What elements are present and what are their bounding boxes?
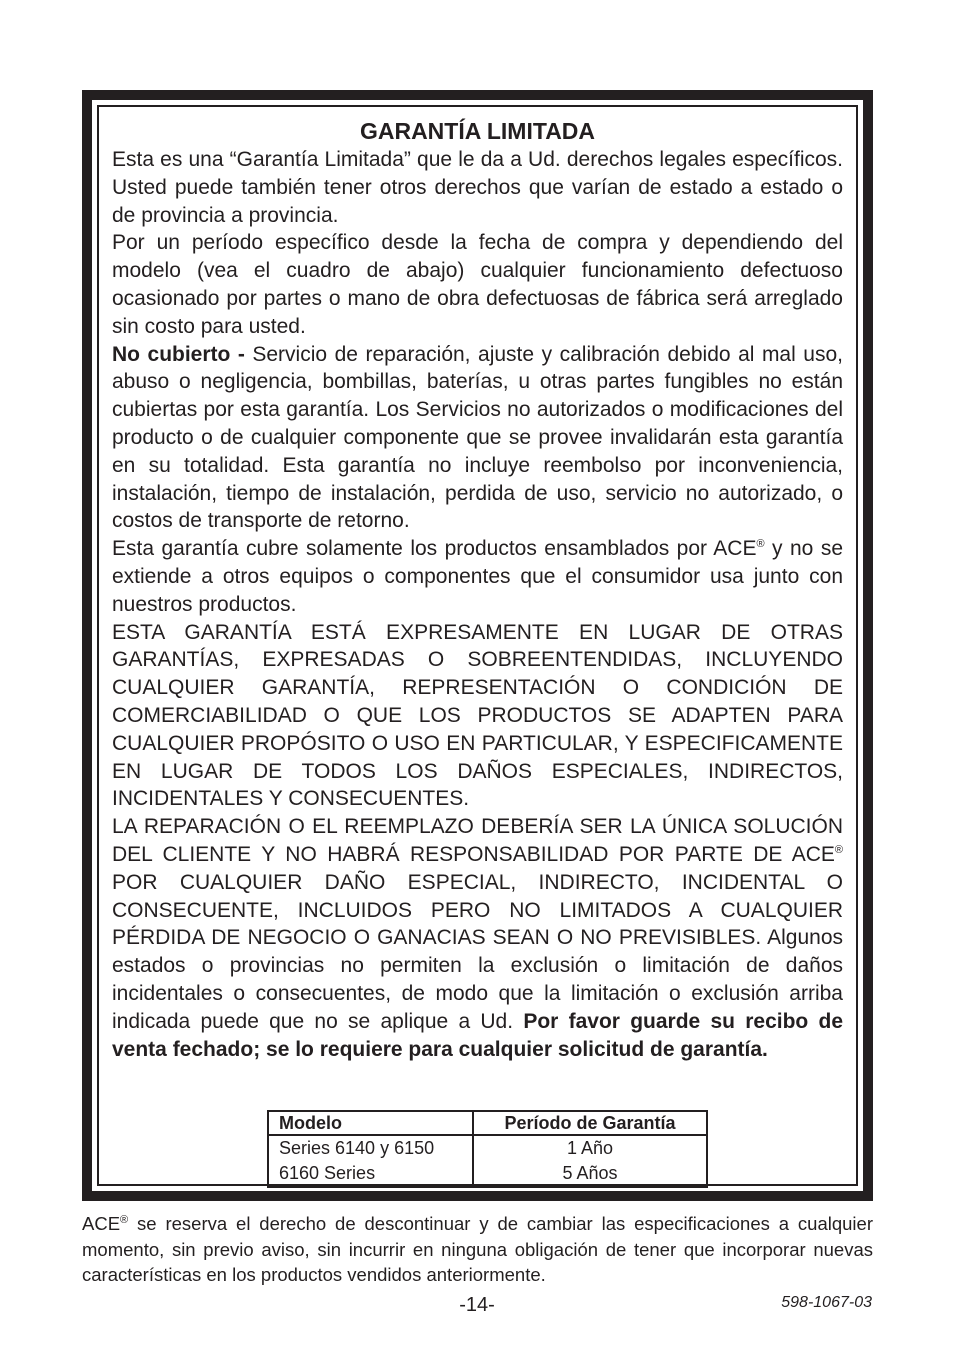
liability-text-start: LA REPARACIÓN O EL REEMPLAZO DEBERÍA SER LA ÚNICA SOLUCIÓN DEL CLIENTE Y NO HABRÁ RESPONSABILIDAD POR PARTE DE ACE bbox=[112, 815, 843, 866]
warranty-paragraph-1: Esta es una “Garantía Limitada” que le da a Ud. derechos legales específicos. Usted puede también tener otros derechos que varían de estado a estado o de provincia a provincia. bbox=[112, 148, 843, 227]
column-header-period: Período de Garantía bbox=[473, 1111, 707, 1135]
coverage-text-end: y no se extiende a otros equipos o componentes que el consumidor usa junto con nuestros productos. bbox=[112, 537, 843, 616]
receipt-notice: Por favor guarde su recibo de venta fechado; se lo requiere para cualquier solicitud de garantía. bbox=[112, 1009, 843, 1061]
warranty-panel bbox=[92, 100, 863, 1191]
warranty-paragraph-2: Por un período específico desde la fecha de compra y dependiendo del modelo (vea el cuadro de abajo) cualquier funcionamiento defectuoso ocasionado por partes o mano de obra defectuosas de fábrica será arreglado sin costo para usted. bbox=[112, 231, 843, 338]
table-header-row bbox=[268, 1111, 707, 1135]
warranty-content bbox=[112, 116, 843, 1063]
warranty-title: GARANTÍA LIMITADA bbox=[359, 118, 596, 144]
column-header-model: Modelo bbox=[268, 1111, 473, 1135]
registered-mark: ® bbox=[834, 843, 843, 856]
registered-mark: ® bbox=[756, 538, 765, 551]
footer-brand: ACE bbox=[82, 1213, 121, 1234]
warranty-paragraph-4 bbox=[112, 535, 843, 618]
footer-note bbox=[82, 1211, 873, 1288]
footer-note-text: se reserva el derecho de descontinuar y de cambiar las especificaciones a cualquier momento, sin previo aviso, sin incurrir en ninguna obligación de tener que incorporar nuevas características en los productos vendidos anteriormente. bbox=[82, 1213, 873, 1285]
registered-mark: ® bbox=[120, 1213, 129, 1226]
document-code: 598-1067-03 bbox=[781, 1294, 872, 1311]
coverage-text-start: Esta garantía cubre solamente los productos ensamblados por ACE bbox=[112, 537, 757, 561]
table-cell-model: 6160 Series bbox=[268, 1161, 473, 1187]
warranty-frame bbox=[82, 90, 873, 1201]
warranty-period-table bbox=[267, 1110, 708, 1188]
liability-text-end: POR CUALQUIER DAÑO ESPECIAL, INDIRECTO, INCIDENTAL O CONSECUENTE, INCLUIDOS PERO NO LIMITADOS A CUALQUIER PÉRDIDA DE NEGOCIO O GANACIAS SEAN O NO PREVISIBLES. Algunos estados o provincias no permiten la exclusión o limitación de daños incidentales o consecuentes, de modo que la limitación o exclusión arriba indicada puede que no se aplique a Ud. bbox=[112, 870, 843, 1033]
not-covered-text: Servicio de reparación, ajuste y calibración debido al mal uso, abuso o negligencia, bombillas, baterías, u otras partes fungibles no están cubiertas por esta garantía. Los Servicios no autorizados o modificaciones del producto o de cualquier componente que se provee invalidarán esta garantía en su totalidad. Esta garantía no incluye reembolso por inconveniencia, instalación, tiempo de instalación, perdida de uso, servicio no autorizado, o costos de transporte de retorno. bbox=[112, 342, 843, 533]
not-covered-label: No cubierto - bbox=[112, 342, 253, 366]
table-row bbox=[268, 1135, 707, 1161]
warranty-paragraph-not-covered bbox=[112, 341, 843, 536]
table-row bbox=[268, 1161, 707, 1187]
warranty-paragraph-5: ESTA GARANTÍA ESTÁ EXPRESAMENTE EN LUGAR DE OTRAS GARANTÍAS, EXPRESADAS O SOBREENTENDIDAS, INCLUYENDO CUALQUIER GARANTÍA, REPRESENTACIÓN O CONDICIÓN DE COMERCIABILIDAD O QUE LOS PRODUCTOS SE ADAPTEN PARA CUALQUIER PROPÓSITO O USO EN PARTICULAR, Y ESPECIFICAMENTE EN LUGAR DE TODOS LOS DAÑOS ESPECIALES, INDIRECTOS, INCIDENTALES Y CONSECUENTES. bbox=[112, 620, 843, 811]
table-cell-period: 1 Año bbox=[566, 1138, 614, 1158]
page-number: -14- bbox=[459, 1294, 495, 1316]
table-cell-period: 5 Años bbox=[562, 1163, 618, 1183]
warranty-paragraph-6 bbox=[112, 813, 843, 1063]
table-cell-model: Series 6140 y 6150 bbox=[268, 1135, 473, 1161]
